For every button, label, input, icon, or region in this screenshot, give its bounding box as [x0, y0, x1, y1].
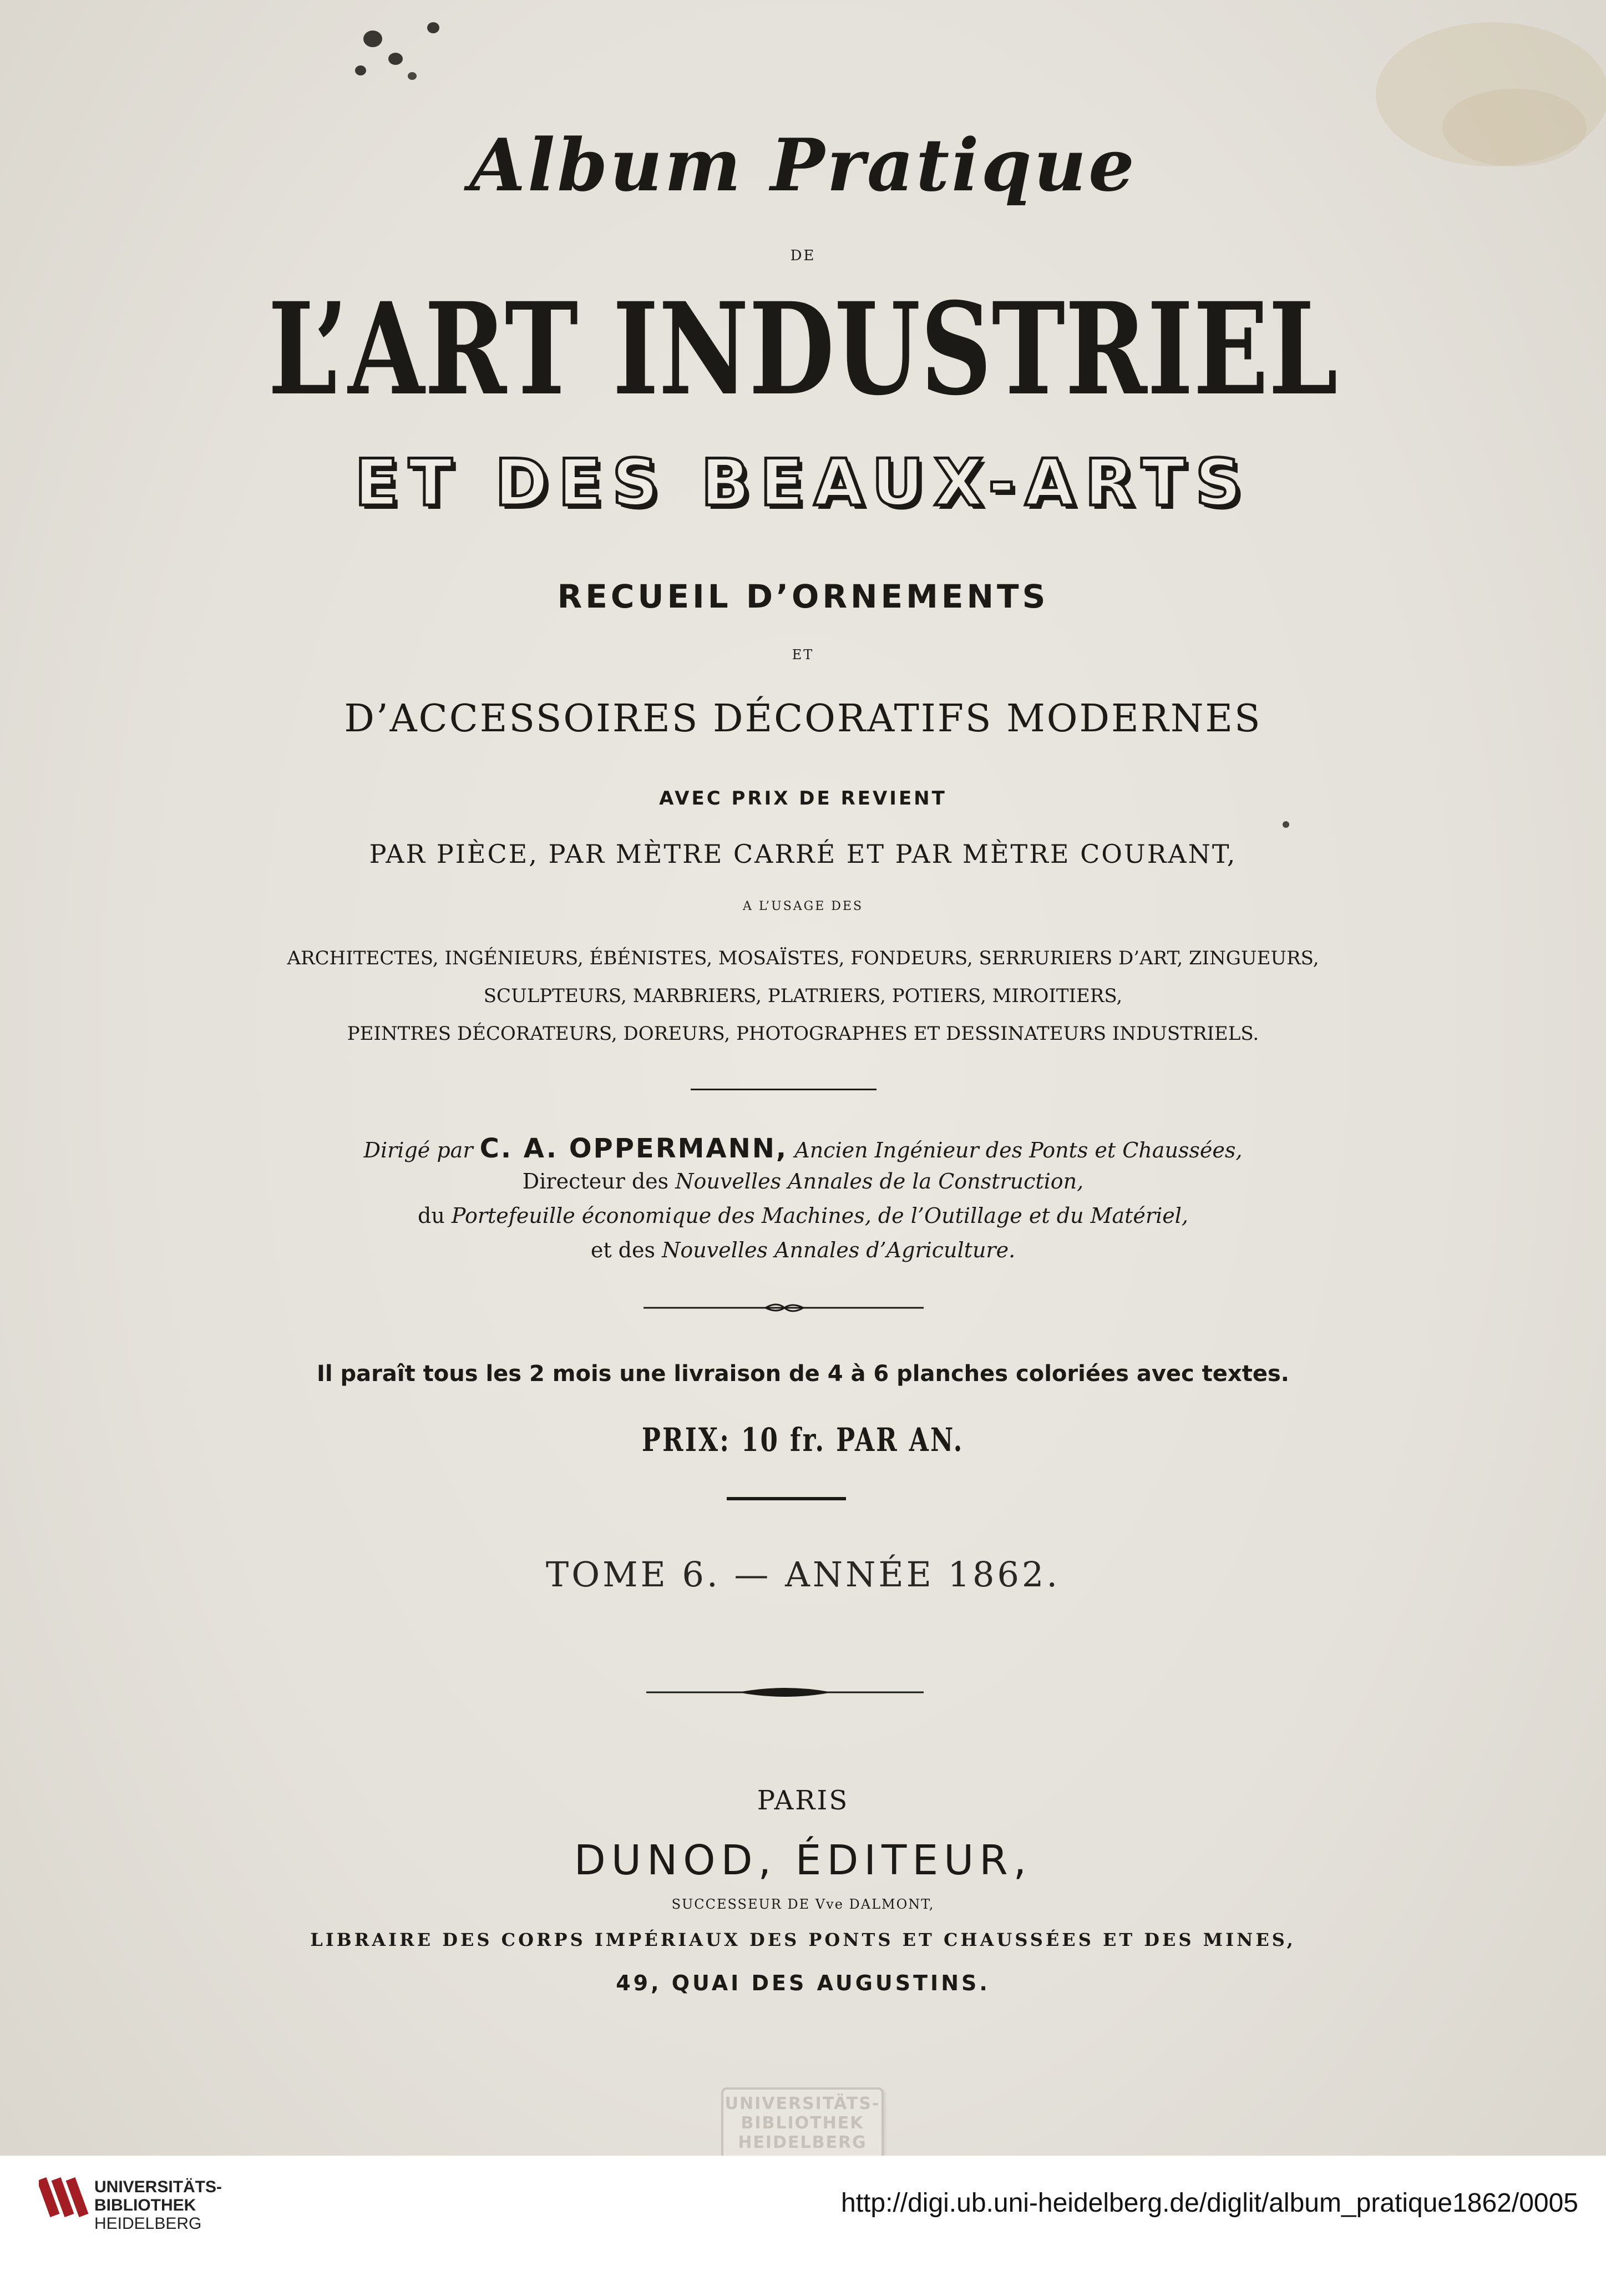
stamp-line: HEIDELBERG: [738, 2133, 867, 2152]
editor-line: [0, 1240, 1606, 1262]
prix-revient-heading: AVEC PRIX DE REVIENT: [659, 787, 947, 810]
stamp-line: UNIVERSITÄTS-: [725, 2094, 880, 2113]
editor-text: Directeur des: [522, 1169, 669, 1193]
ornament-divider: [0, 1681, 1606, 1703]
album-pratique-heading: Album Pratique: [469, 123, 1137, 208]
stamp-line: BIBLIOTHEK: [741, 2113, 864, 2133]
speck: [363, 31, 382, 47]
speck: [408, 72, 417, 80]
audience-line: PEINTRES DÉCORATEURS, DOREURS, PHOTOGRAPHES ET DESSINATEURS INDUSTRIELS.: [347, 1023, 1259, 1045]
divider-rule: [691, 1089, 877, 1090]
speck: [388, 53, 403, 65]
logo-line: UNIVERSITÄTS-: [94, 2178, 222, 2196]
speck: [355, 65, 366, 75]
main-title: [0, 275, 1606, 423]
audience-line: SCULPTEURS, MARBRIERS, PLATRIERS, POTIERS, MIROITIERS,: [483, 985, 1123, 1007]
price-line: [0, 1423, 1606, 1457]
library-logo-text[interactable]: [94, 2178, 222, 2233]
tome-line: TOME 6. — ANNÉE 1862.: [545, 1554, 1061, 1595]
logo-line: HEIDELBERG: [94, 2214, 202, 2233]
et-label: ET: [792, 647, 814, 662]
frequency-line: Il paraît tous les 2 mois une livraison de 4 à 6 planches coloriées avec textes.: [317, 1361, 1289, 1387]
journal-title: Nouvelles Annales d’Agriculture.: [662, 1238, 1016, 1262]
permalink-url[interactable]: http://digi.ub.uni-heidelberg.de/diglit/album_pratique1862/0005: [841, 2188, 1578, 2218]
audience-line: ARCHITECTES, INGÉNIEURS, ÉBÉNISTES, MOSAÏSTES, FONDEURS, SERRURIERS D’ART, ZINGUEURS,: [287, 947, 1319, 969]
library-stamp: [721, 2087, 884, 2164]
editor-line: [0, 1205, 1606, 1227]
library-logo-icon[interactable]: [39, 2172, 89, 2224]
city-line: PARIS: [757, 1785, 849, 1816]
divider-rule: [727, 1497, 846, 1500]
usage-label: A L’USAGE DES: [742, 899, 864, 913]
beaux-arts-title: ET DES BEAUX-ARTS: [354, 446, 1252, 520]
journal-title: Portefeuille économique des Machines, de l’Outillage et du Matériel,: [451, 1203, 1188, 1228]
editor-text: et des: [590, 1238, 655, 1262]
editor-line: [0, 1135, 1606, 1162]
speck: [1283, 821, 1289, 828]
address-line: 49, QUAI DES AUGUSTINS.: [616, 1971, 990, 1995]
successeur-line: SUCCESSEUR DE Vve DALMONT,: [671, 1897, 935, 1912]
journal-title: Nouvelles Annales de la Construction,: [675, 1169, 1084, 1193]
main-title-text: L’ART INDUSTRIEL: [268, 275, 1338, 423]
par-piece-line: PAR PIÈCE, PAR MÈTRE CARRÉ ET PAR MÈTRE COURANT,: [369, 839, 1237, 869]
price-text: PRIX: 10 fr. PAR AN.: [642, 1421, 964, 1459]
dirige-label: Dirigé par: [363, 1138, 473, 1162]
libraire-line: LIBRAIRE DES CORPS IMPÉRIAUX DES PONTS ET CHAUSSÉES ET DES MINES,: [310, 1929, 1296, 1950]
accessoires-heading: D’ACCESSOIRES DÉCORATIFS MODERNES: [344, 697, 1262, 741]
de-label: DE: [790, 247, 816, 264]
publisher-line: DUNOD, ÉDITEUR,: [574, 1837, 1032, 1884]
footer-bar: [0, 2156, 1606, 2296]
editor-name: C. A. OPPERMANN,: [479, 1133, 788, 1164]
editor-role: Ancien Ingénieur des Ponts et Chaussées,: [794, 1138, 1243, 1162]
editor-text: du: [418, 1203, 445, 1228]
recueil-heading: RECUEIL D’ORNEMENTS: [557, 578, 1049, 615]
ornament-divider: [0, 1299, 1606, 1316]
editor-line: [0, 1171, 1606, 1193]
logo-line: BIBLIOTHEK: [94, 2196, 196, 2214]
speck: [427, 22, 439, 33]
